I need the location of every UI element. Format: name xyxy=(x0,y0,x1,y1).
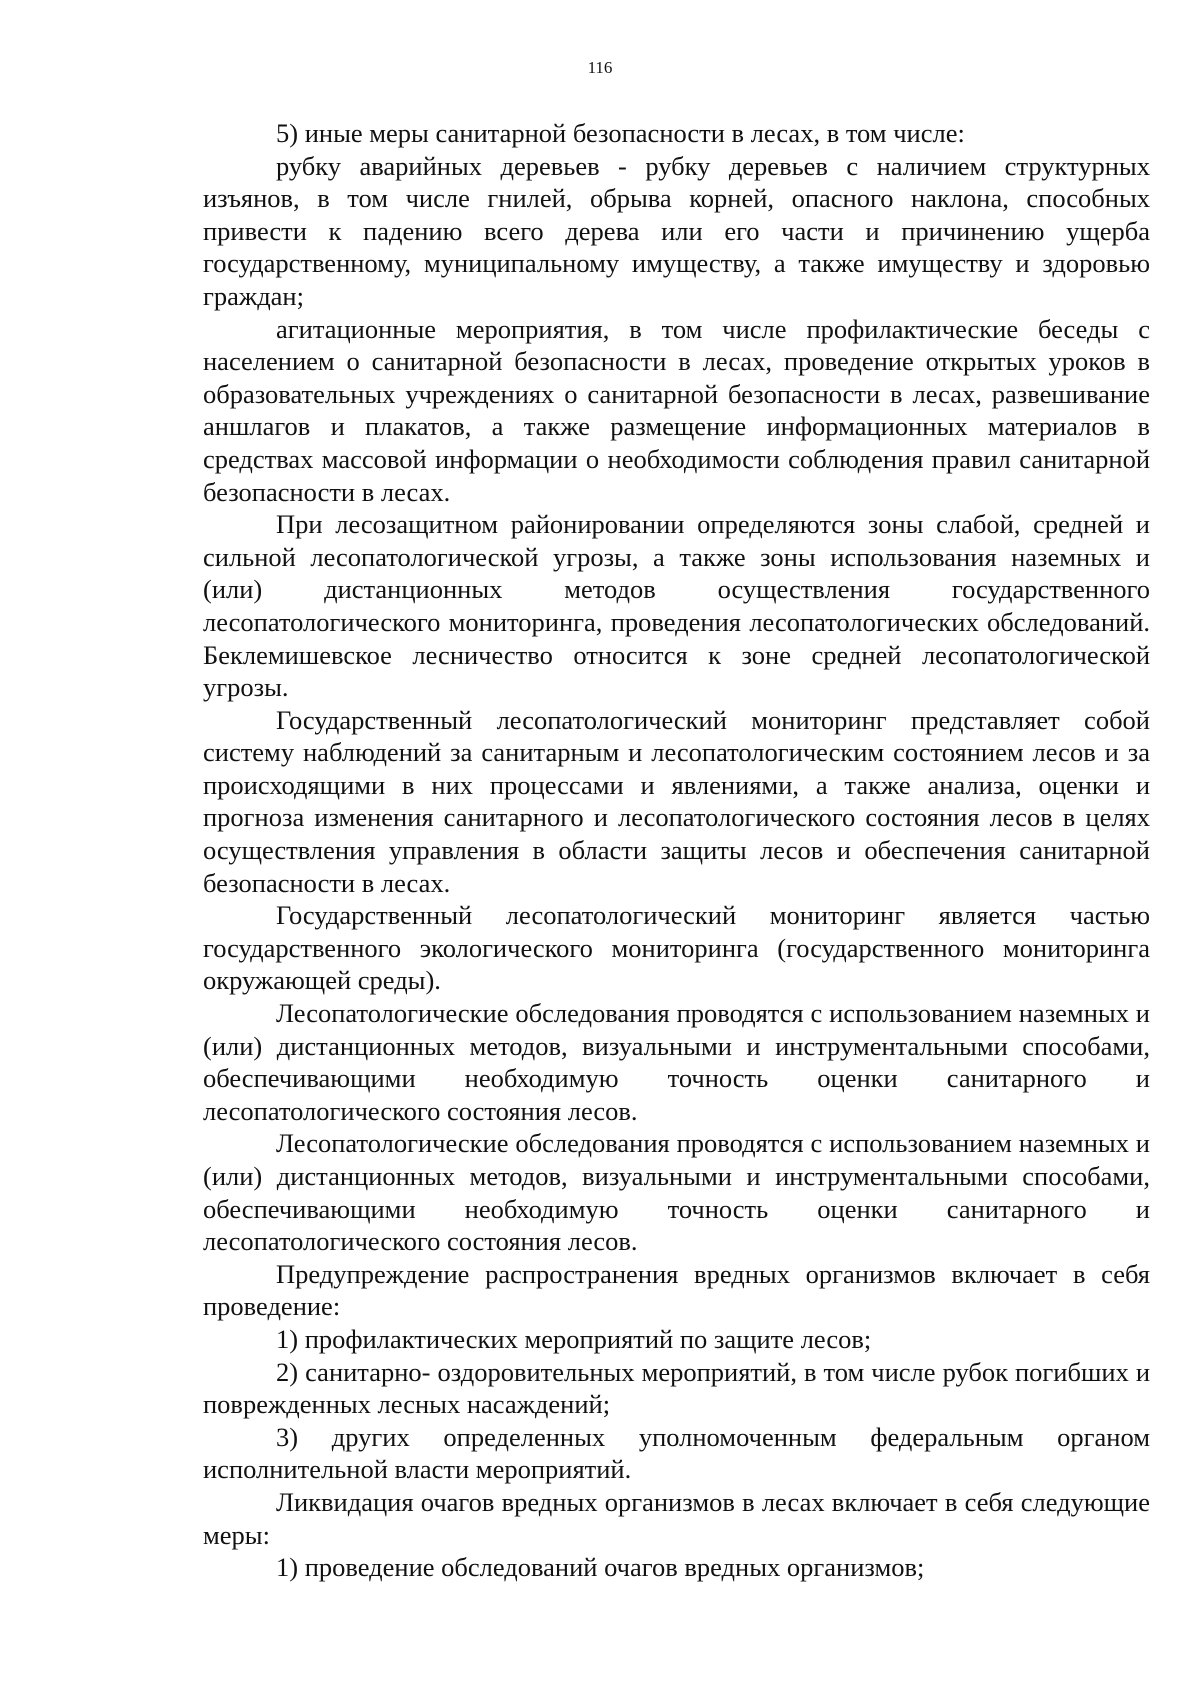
paragraph-campaign-activities: агитационные мероприятия, в том числе профилактические беседы с населением о санитарной безопасности в лесах, проведение открытых уроков в образовательных учреждениях о санитарной безопасности в лесах, развешивание аншлагов и плакатов, а также размещение информационных материалов в средствах массовой информации о необходимости соблюдения правил санитарной безопасности в лесах. xyxy=(203,313,1150,507)
document-body xyxy=(203,117,1150,1584)
paragraph-emergency-tree-felling: рубку аварийных деревьев - рубку деревьев с наличием структурных изъянов, в том числе гнилей, обрыва корней, опасного наклона, способных привести к падению всего дерева или его части и причинению ущерба государственному, муниципальному имуществу, а также имуществу и здоровью граждан; xyxy=(203,150,1150,311)
paragraph-surveys-repeat: Лесопатологические обследования проводятся с использованием наземных и (или) дистанционных методов, визуальными и инструментальными способами, обеспечивающими необходимую точность оценки санитарного и лесопатологического состояния лесов. xyxy=(203,1128,1150,1257)
paragraph-liquidation-intro: Ликвидация очагов вредных организмов в лесах включает в себя следующие меры: xyxy=(203,1486,1150,1550)
paragraph-forest-zoning: При лесозащитном районировании определяются зоны слабой, средней и сильной лесопатологической угрозы, а также зоны использования наземных и (или) дистанционных методов осуществления государственного лесопатологического мониторинга, проведения лесопатологических обследований. Беклемишевское лесничество относится к зоне средней лесопатологической угрозы. xyxy=(203,509,1150,703)
list-item-prevention-3: 3) других определенных уполномоченным федеральным органом исполнительной власти мероприятий. xyxy=(203,1421,1150,1485)
paragraph-monitoring-part: Государственный лесопатологический мониторинг является частью государственного экологического мониторинга (государственного мониторинга окружающей среды). xyxy=(203,900,1150,996)
paragraph-monitoring-definition: Государственный лесопатологический мониторинг представляет собой систему наблюдений за санитарным и лесопатологическим состоянием лесов и за происходящими в них процессами и явлениями, а также анализа, оценки и прогноза изменения санитарного и лесопатологического состояния лесов в целях осуществления управления в области защиты лесов и обеспечения санитарной безопасности в лесах. xyxy=(203,704,1150,898)
paragraph-prevention-intro: Предупреждение распространения вредных организмов включает в себя проведение: xyxy=(203,1258,1150,1322)
list-item-liquidation-1: 1) проведение обследований очагов вредных организмов; xyxy=(276,1552,925,1583)
list-item-prevention-2: 2) санитарно- оздоровительных мероприятий, в том числе рубок погибших и поврежденных лесных насаждений; xyxy=(203,1356,1150,1420)
paragraph-sanitary-measures: 5) иные меры санитарной безопасности в лесах, в том числе: xyxy=(276,118,965,148)
page-number: 116 xyxy=(587,58,613,77)
paragraph-surveys: Лесопатологические обследования проводятся с использованием наземных и (или) дистанционных методов, визуальными и инструментальными способами, обеспечивающими необходимую точность оценки санитарного и лесопатологического состояния лесов. xyxy=(203,998,1150,1126)
list-item-prevention-1: 1) профилактических мероприятий по защите лесов; xyxy=(276,1323,872,1354)
